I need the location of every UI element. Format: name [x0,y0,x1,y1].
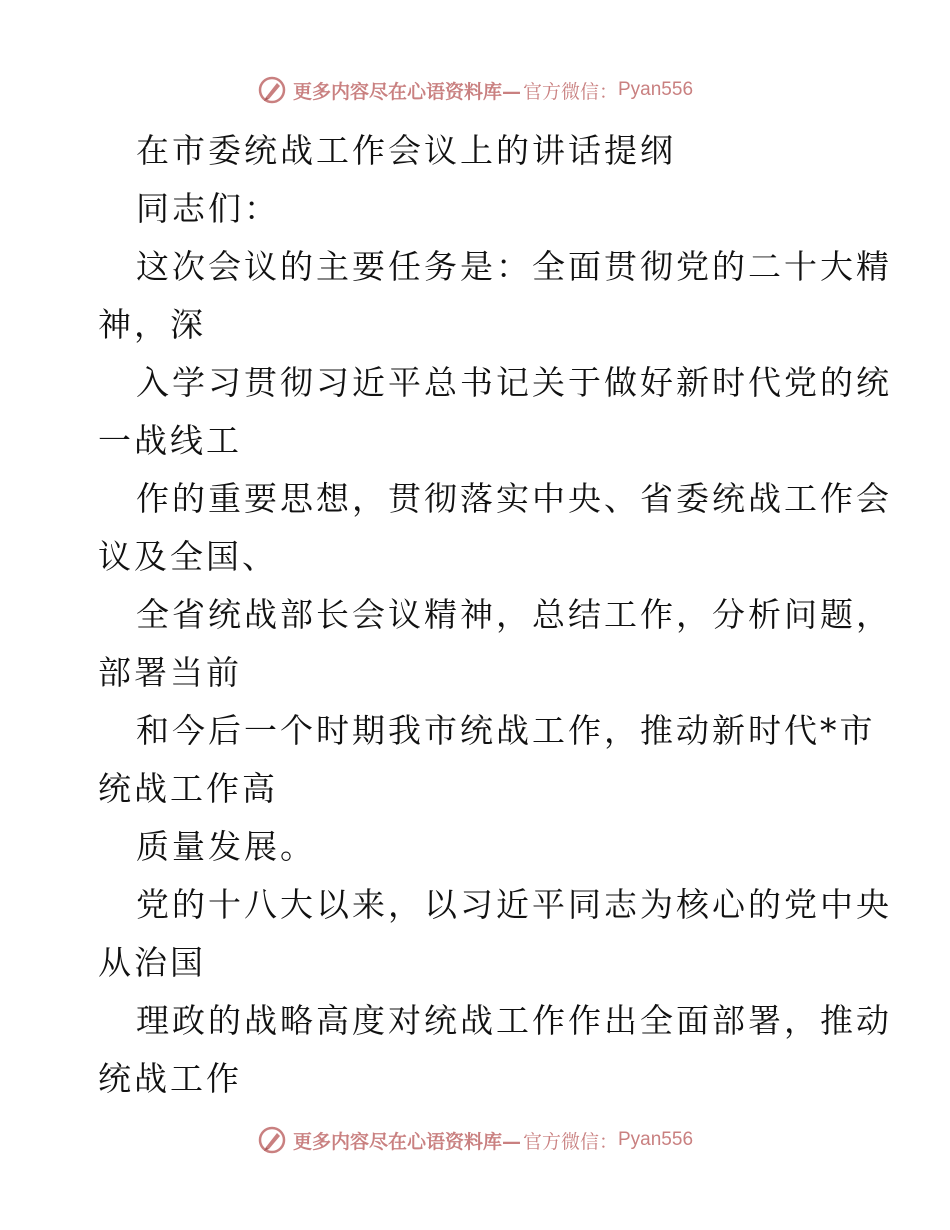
text-line: 全省统战部长会议精神，总结工作，分析问题， [136,595,892,634]
document-title: 在市委统战工作会议上的讲话提纲 [136,131,676,170]
watermark-text: 更多内容尽在心语资料库— [292,1130,521,1153]
text-line: 质量发展。 [136,827,316,866]
text-line: 和今后一个时期我市统战工作，推动新时代*市 [136,711,876,750]
text-line: 部署当前 [98,653,242,692]
watermark-id: Pyan556 [618,1129,694,1150]
watermark-text: 更多内容尽在心语资料库— [292,80,521,103]
text-line: 议及全国、 [98,537,278,576]
watermark-id: Pyan556 [618,79,694,100]
salutation: 同志们： [136,189,280,228]
watermark-banner-top [0,70,950,110]
watermark-banner-bottom [0,1120,950,1160]
text-line: 神，深 [98,305,206,344]
pen-logo-icon [257,75,287,105]
text-line: 从治国 [98,943,206,982]
text-line: 入学习贯彻习近平总书记关于做好新时代党的统 [136,363,892,402]
document-body [98,122,892,1108]
text-line: 理政的战略高度对统战工作作出全面部署，推动 [136,1001,892,1040]
watermark-label: 官方微信： [522,80,618,103]
text-line: 党的十八大以来，以习近平同志为核心的党中央 [136,885,892,924]
text-line: 统战工作 [98,1059,242,1098]
pen-logo-icon [257,1125,287,1155]
text-line: 统战工作高 [98,769,278,808]
text-line: 这次会议的主要任务是：全面贯彻党的二十大精 [136,247,892,286]
text-line: 作的重要思想，贯彻落实中央、省委统战工作会 [136,479,892,518]
text-line: 一战线工 [98,421,242,460]
watermark-label: 官方微信： [522,1130,618,1153]
